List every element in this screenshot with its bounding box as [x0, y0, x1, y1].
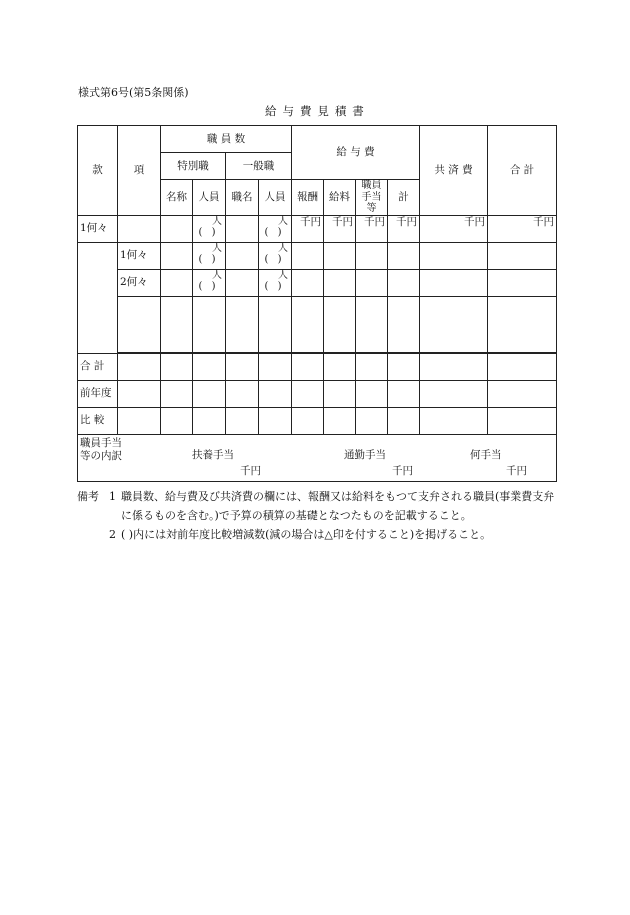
empty-cell [226, 353, 259, 380]
empty-cell [420, 269, 488, 296]
empty-cell [488, 353, 557, 380]
header-mutual-aid: 共 済 費 [420, 126, 488, 216]
note-text: 職員数、給与費及び共済費の欄には、報酬又は給料をもつて支弁される職員(事業費支弁に係るものを含む。)で予算の積算の基礎となつたものを記載すること。 [121, 490, 555, 522]
empty-cell [324, 407, 356, 434]
general-job-cell [226, 215, 259, 242]
special-persons-cell [193, 215, 226, 242]
header-total: 合 計 [488, 126, 557, 216]
empty-cell [356, 296, 388, 352]
empty-cell [488, 269, 557, 296]
row-kan-label: 1何々 [78, 215, 118, 242]
special-persons-cell [193, 242, 226, 269]
breakdown-item-1-name: 扶養手当 [192, 448, 234, 461]
empty-cell [324, 269, 356, 296]
empty-cell [420, 380, 488, 407]
document-title: 給 与 費 見 積 書 [265, 104, 365, 118]
change-paren: ( ) [264, 227, 285, 238]
empty-cell [118, 380, 161, 407]
general-job-cell [226, 269, 259, 296]
empty-cell [388, 242, 420, 269]
special-name-cell [161, 215, 193, 242]
person-unit: 人 [278, 215, 288, 227]
special-name-cell [161, 242, 193, 269]
empty-cell [388, 269, 420, 296]
note-number: 1 [109, 490, 116, 503]
header-special-staff: 特別職 [161, 153, 226, 180]
person-unit: 人 [212, 269, 222, 281]
breakdown-item-3-unit: 千円 [506, 464, 527, 477]
empty-cell [118, 407, 161, 434]
change-paren: ( ) [198, 227, 219, 238]
empty-cell [226, 380, 259, 407]
empty-cell [420, 296, 488, 352]
empty-cell [324, 380, 356, 407]
empty-cell [193, 296, 226, 352]
note-text: ( )内には対前年度比較増減数(減の場合は△印を付すること)を掲げること。 [121, 528, 492, 541]
empty-cell [388, 380, 420, 407]
change-paren: ( ) [198, 254, 219, 265]
row-total-label: 合 計 [78, 353, 118, 380]
header-name: 名称 [161, 180, 193, 216]
allowance-breakdown-row [78, 434, 557, 481]
person-unit: 人 [278, 269, 288, 281]
empty-cell [193, 407, 226, 434]
general-job-cell [226, 242, 259, 269]
empty-cell [292, 242, 324, 269]
person-unit: 人 [212, 215, 222, 227]
empty-cell [161, 353, 193, 380]
change-paren: ( ) [264, 254, 285, 265]
empty-cell [259, 353, 292, 380]
header-kou: 項 [118, 126, 161, 216]
allowance-unit: 千円 [356, 215, 388, 242]
empty-cell [356, 269, 388, 296]
header-allowance: 職員手当等 [356, 180, 388, 216]
header-general-staff: 一般職 [226, 153, 292, 180]
total-unit: 千円 [488, 215, 557, 242]
breakdown-item-1-unit: 千円 [240, 464, 261, 477]
empty-cell [226, 296, 259, 352]
empty-cell [356, 407, 388, 434]
empty-cell [488, 407, 557, 434]
person-unit: 人 [278, 242, 288, 254]
row-kou-cell [118, 215, 161, 242]
empty-cell [118, 296, 161, 352]
empty-cell [292, 296, 324, 352]
empty-cell [292, 353, 324, 380]
empty-cell [259, 296, 292, 352]
note-number: 2 [109, 528, 116, 541]
breakdown-item-3-name: 何手当 [470, 448, 502, 461]
notes-heading: 備考 [77, 490, 99, 503]
empty-cell [193, 380, 226, 407]
header-job-name: 職名 [226, 180, 259, 216]
header-kan: 款 [78, 126, 118, 216]
empty-cell [488, 296, 557, 352]
empty-cell [324, 296, 356, 352]
breakdown-item-2-name: 通勤手当 [344, 448, 386, 461]
change-paren: ( ) [198, 281, 219, 292]
empty-cell [356, 380, 388, 407]
empty-cell [420, 353, 488, 380]
allowance-breakdown-label: 職員手当等の内訳 [80, 436, 122, 462]
person-unit: 人 [212, 242, 222, 254]
empty-cell [292, 380, 324, 407]
breakdown-item-2-unit: 千円 [392, 464, 413, 477]
row-kan-blank [78, 242, 118, 353]
special-persons-cell [193, 269, 226, 296]
header-staff-count: 職 員 数 [161, 126, 292, 153]
notes-section [77, 487, 557, 544]
header-subtotal: 計 [388, 180, 420, 216]
empty-cell [356, 242, 388, 269]
general-persons-cell [259, 242, 292, 269]
form-number: 様式第6号(第5条関係) [78, 86, 189, 99]
empty-cell [388, 353, 420, 380]
general-persons-cell [259, 215, 292, 242]
special-name-cell [161, 269, 193, 296]
empty-cell [356, 353, 388, 380]
mutual-aid-unit: 千円 [420, 215, 488, 242]
header-persons-general: 人員 [259, 180, 292, 216]
empty-cell [292, 407, 324, 434]
empty-cell [161, 380, 193, 407]
empty-cell [388, 296, 420, 352]
row-kou-label: 1何々 [118, 242, 161, 269]
empty-cell [193, 353, 226, 380]
remuneration-unit: 千円 [292, 215, 324, 242]
empty-cell [388, 407, 420, 434]
header-salary: 給料 [324, 180, 356, 216]
row-compare-label: 比 較 [78, 407, 118, 434]
row-prev-year-label: 前年度 [78, 380, 118, 407]
empty-cell [118, 353, 161, 380]
general-persons-cell [259, 269, 292, 296]
empty-cell [259, 407, 292, 434]
note-item-1 [77, 487, 557, 525]
note-item-2 [77, 525, 557, 544]
change-paren: ( ) [264, 281, 285, 292]
empty-cell [420, 242, 488, 269]
subtotal-unit: 千円 [388, 215, 420, 242]
header-salary-cost: 給 与 費 [292, 126, 420, 180]
empty-cell [292, 269, 324, 296]
empty-cell [324, 353, 356, 380]
salary-estimate-table [77, 125, 557, 482]
row-kou-label: 2何々 [118, 269, 161, 296]
empty-cell [259, 380, 292, 407]
empty-cell [161, 296, 193, 352]
empty-cell [324, 242, 356, 269]
empty-cell [488, 380, 557, 407]
empty-cell [420, 407, 488, 434]
header-remuneration: 報酬 [292, 180, 324, 216]
empty-cell [488, 242, 557, 269]
header-persons-special: 人員 [193, 180, 226, 216]
empty-cell [226, 407, 259, 434]
salary-unit: 千円 [324, 215, 356, 242]
empty-cell [161, 407, 193, 434]
